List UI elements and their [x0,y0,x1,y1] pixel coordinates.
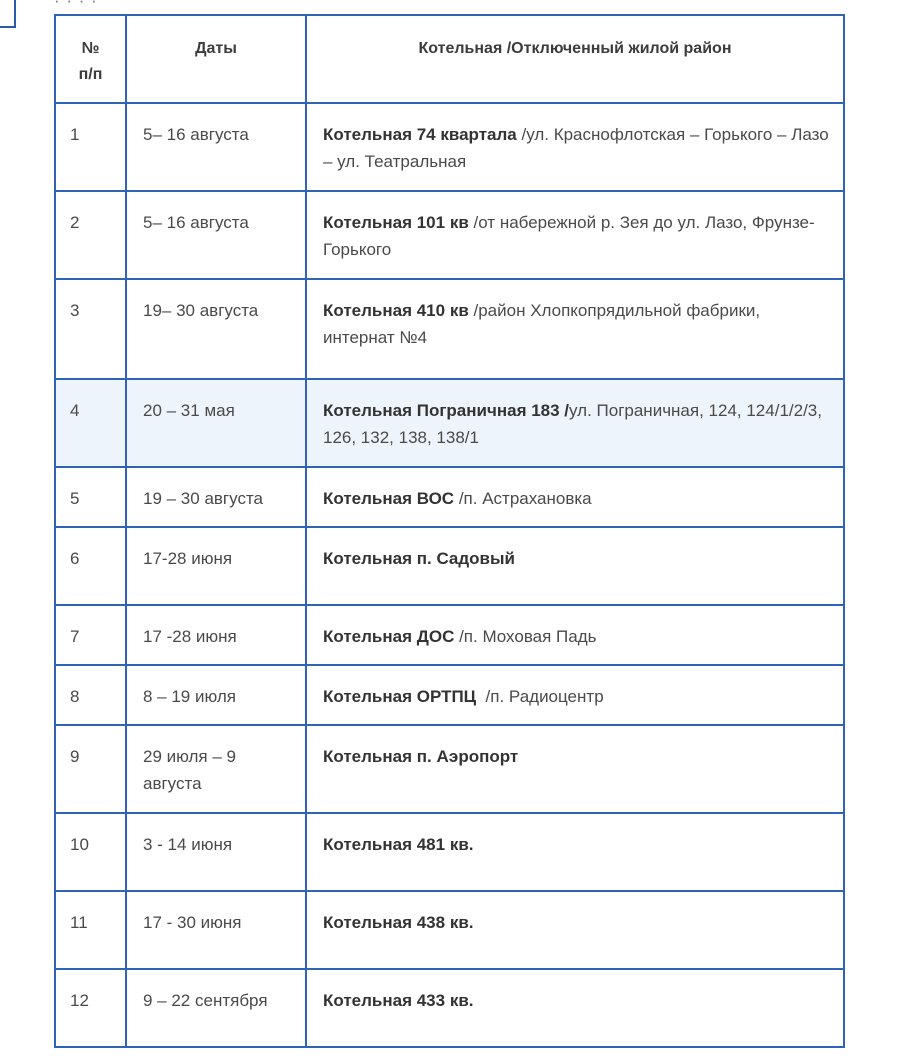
table-row [55,891,844,969]
cell-dates [126,379,306,467]
header-number-line1: № [81,40,100,57]
header-number-line2: п/п [78,66,103,83]
cell-number [55,103,126,191]
affected-area: /п. Радиоцентр [476,687,604,706]
row-dates: 5– 16 августа [143,213,249,232]
row-description [307,814,843,872]
row-description [307,104,843,189]
cell-number [55,605,126,665]
cell-description [306,467,844,527]
cell-number [55,379,126,467]
cell-description [306,665,844,725]
boiler-name: Котельная ВОС [323,489,455,508]
cell-description [306,813,844,891]
corner-frame-decoration [0,0,16,28]
cell-dates [126,891,306,969]
cell-description [306,279,844,379]
cell-number [55,467,126,527]
affected-area: /ул. Краснофлотская – Горького – Лазо – ул. Театральная [323,125,834,171]
row-dates: 8 – 19 июля [143,687,236,706]
row-description [307,892,843,950]
cell-dates [126,103,306,191]
header-dates [126,15,306,103]
boiler-name: Котельная Пограничная 183 / [323,401,570,420]
affected-area: ул. Пограничная, 124, 124/1/2/3, 126, 132, 138, 138/1 [323,401,827,447]
affected-area: /п. Моховая Падь [454,627,597,646]
boiler-name: Котельная п. Садовый [323,549,515,568]
cell-dates [126,191,306,279]
row-number: 7 [70,627,80,646]
boiler-name: Котельная 74 квартала [323,125,517,144]
cell-description [306,605,844,665]
row-description [307,280,843,365]
cell-description [306,891,844,969]
cell-description [306,191,844,279]
cell-number [55,191,126,279]
row-dates: 19– 30 августа [143,301,259,320]
cell-dates [126,527,306,605]
cell-dates [126,969,306,1047]
cell-number [55,969,126,1047]
affected-area: /от набережной р. Зея до ул. Лазо, Фрунзе-Горького [323,213,815,259]
cell-dates [126,725,306,813]
header-description [306,15,844,103]
row-dates: 5– 16 августа [143,125,249,144]
cell-dates [126,605,306,665]
row-description [307,468,843,526]
cropped-text-fragment: · · · · [54,0,98,10]
row-number: 1 [70,125,80,144]
cell-description [306,103,844,191]
row-number: 10 [70,835,89,854]
boiler-name: Котельная 481 кв. [323,835,474,854]
row-number: 9 [70,747,80,766]
row-dates: 20 – 31 мая [143,401,235,420]
cell-number [55,665,126,725]
cell-number [55,279,126,379]
cell-description [306,379,844,467]
row-description [307,192,843,277]
table-header-row [55,15,844,103]
cell-dates [126,467,306,527]
row-number: 5 [70,489,80,508]
row-number: 12 [70,991,89,1010]
cell-number [55,725,126,813]
header-dates-label: Даты [195,40,237,57]
row-dates: 29 июля – 9 августа [143,747,236,793]
row-description [307,606,843,664]
row-dates: 3 - 14 июня [143,835,233,854]
boiler-name: Котельная ДОС [323,627,455,646]
table-row [55,467,844,527]
cell-description [306,969,844,1047]
boiler-name: Котельная 101 кв [323,213,469,232]
row-number: 11 [70,913,88,932]
table-row [55,813,844,891]
table-row [55,191,844,279]
table-row [55,527,844,605]
cell-dates [126,665,306,725]
table-row [55,379,844,467]
row-number: 3 [70,301,80,320]
table-row [55,279,844,379]
boiler-shutdown-schedule-table [54,14,845,1048]
boiler-name: Котельная 438 кв. [323,913,474,932]
header-description-label: Котельная /Отключенный жилой район [418,40,732,57]
table-row [55,725,844,813]
affected-area: /район Хлопкопрядильной фабрики, интернат №4 [323,301,765,347]
boiler-name: Котельная 410 кв [323,301,469,320]
boiler-name: Котельная ОРТПЦ [323,687,477,706]
table-row [55,605,844,665]
row-number: 2 [70,213,80,232]
cell-dates [126,279,306,379]
row-dates: 9 – 22 сентября [143,991,268,1010]
row-description [307,726,843,784]
row-description [307,528,843,586]
table-row [55,665,844,725]
cell-dates [126,813,306,891]
cell-description [306,527,844,605]
table-row [55,103,844,191]
cell-number [55,813,126,891]
row-dates: 17 - 30 июня [143,913,242,932]
row-description [307,380,843,465]
boiler-name: Котельная 433 кв. [323,991,474,1010]
table-row [55,969,844,1047]
affected-area: /п. Астрахановка [454,489,592,508]
cell-description [306,725,844,813]
cell-number [55,891,126,969]
cell-number [55,527,126,605]
row-number: 6 [70,549,80,568]
row-number: 8 [70,687,80,706]
row-dates: 17-28 июня [143,549,233,568]
boiler-name: Котельная п. Аэропорт [323,747,519,766]
row-number: 4 [70,401,80,420]
row-description [307,666,843,724]
row-description [307,970,843,1028]
row-dates: 17 -28 июня [143,627,237,646]
row-dates: 19 – 30 августа [143,489,263,508]
header-number [55,15,126,103]
